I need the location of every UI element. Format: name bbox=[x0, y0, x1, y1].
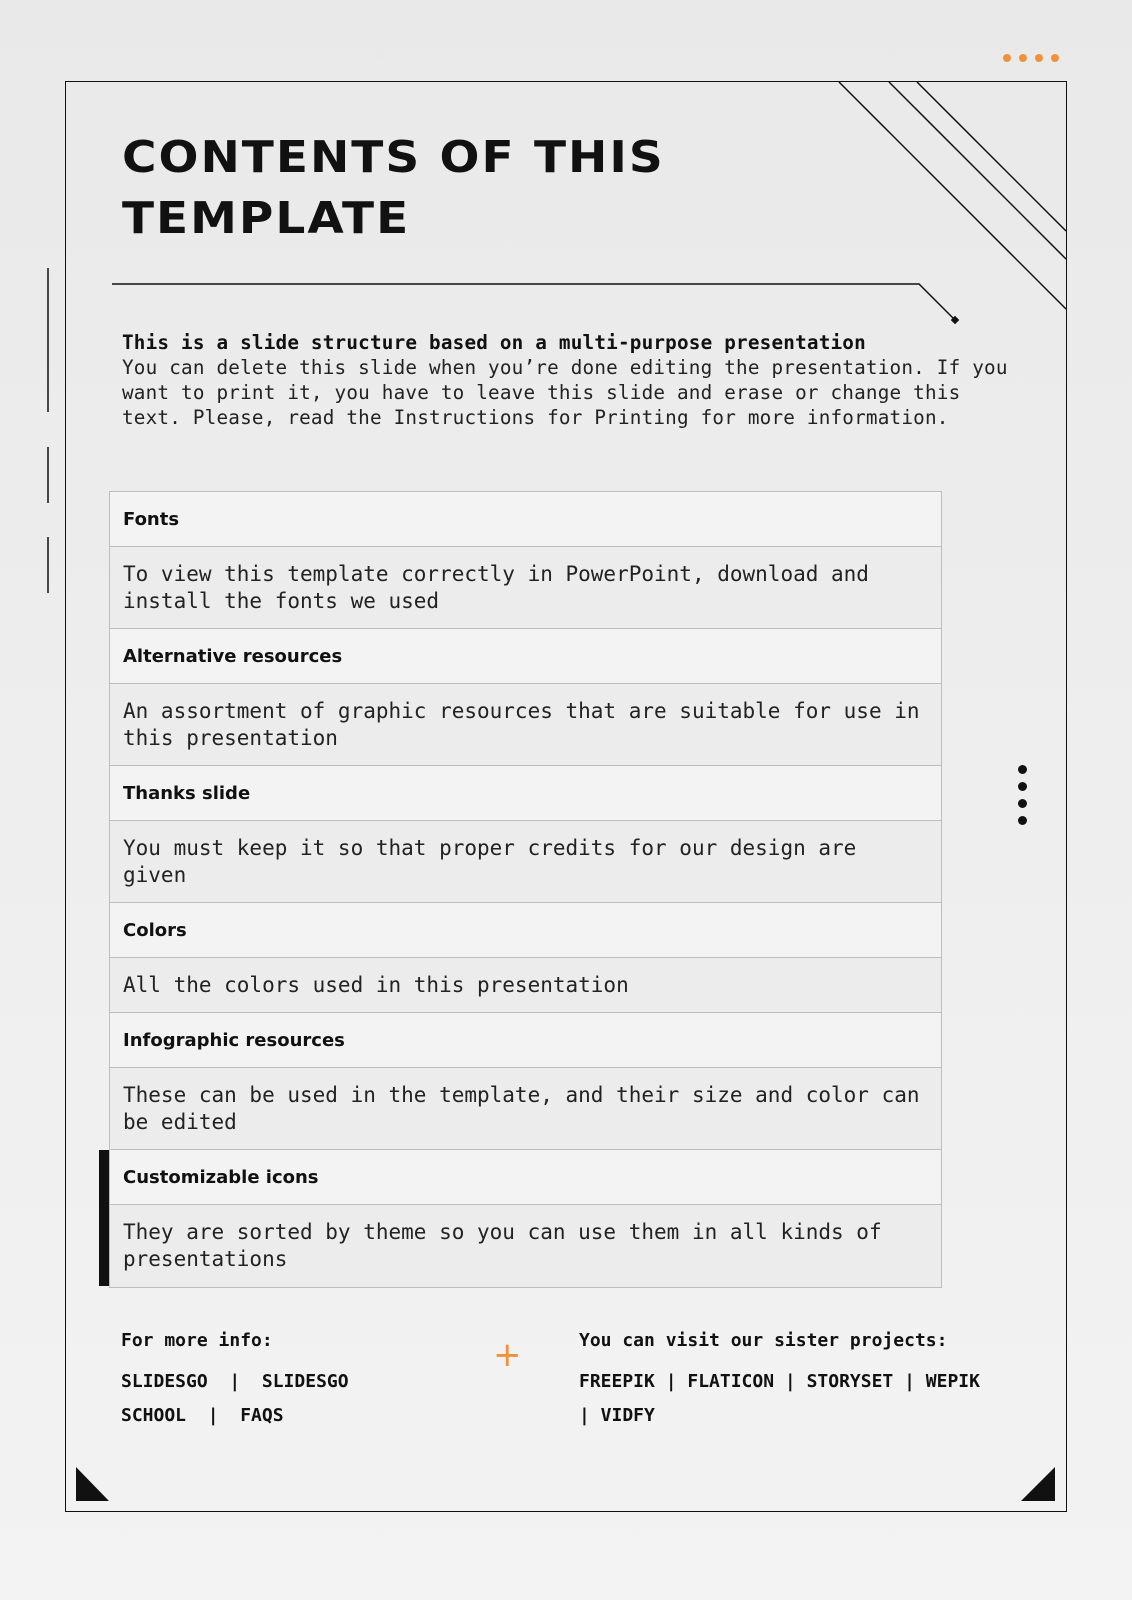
vertical-dots-icon bbox=[1018, 765, 1027, 825]
footer-more-info bbox=[121, 1330, 349, 1433]
plus-icon: + bbox=[493, 1335, 522, 1375]
section-text-fonts: To view this template correctly in PowerPoint, download and install the fonts we used bbox=[110, 547, 941, 629]
intro-body: You can delete this slide when you’re done editing the presentation. If you want to print it, you have to leave this slide and erase or change this text. Please, read the Instructions for Printing for more information. bbox=[122, 356, 1008, 429]
accent-bar bbox=[99, 1150, 109, 1286]
contents-table bbox=[109, 491, 942, 1288]
section-text-colors: All the colors used in this presentation bbox=[110, 958, 941, 1013]
section-text-customizable-icons: They are sorted by theme so you can use them in all kinds of presentations bbox=[110, 1205, 941, 1287]
footer-right-links-line2[interactable]: | VIDFY bbox=[579, 1405, 655, 1426]
footer-sister-projects bbox=[579, 1330, 1029, 1433]
section-heading-alternative-resources: Alternative resources bbox=[110, 629, 941, 684]
orange-dots-icon bbox=[1003, 54, 1059, 62]
footer-right-label: You can visit our sister projects: bbox=[579, 1330, 948, 1351]
section-heading-fonts: Fonts bbox=[110, 492, 941, 547]
footer-left-links-line2[interactable]: SCHOOL | FAQS bbox=[121, 1405, 284, 1426]
section-heading-infographic-resources: Infographic resources bbox=[110, 1013, 941, 1068]
section-text-alternative-resources: An assortment of graphic resources that are suitable for use in this presentation bbox=[110, 684, 941, 766]
page-title: CONTENTS OF THIS TEMPLATE bbox=[122, 132, 665, 244]
intro-lead: This is a slide structure based on a multi-purpose presentation bbox=[122, 331, 866, 354]
section-heading-thanks-slide: Thanks slide bbox=[110, 766, 941, 821]
section-heading-colors: Colors bbox=[110, 903, 941, 958]
intro-text bbox=[122, 330, 1022, 430]
footer-left-label: For more info: bbox=[121, 1330, 273, 1351]
section-text-thanks-slide: You must keep it so that proper credits for our design are given bbox=[110, 821, 941, 903]
section-text-infographic-resources: These can be used in the template, and their size and color can be edited bbox=[110, 1068, 941, 1150]
footer-left-links-line1[interactable]: SLIDESGO | SLIDESGO bbox=[121, 1371, 349, 1392]
section-heading-customizable-icons: Customizable icons bbox=[110, 1150, 941, 1205]
footer-right-links-line1[interactable]: FREEPIK | FLATICON | STORYSET | WEPIK bbox=[579, 1371, 980, 1392]
